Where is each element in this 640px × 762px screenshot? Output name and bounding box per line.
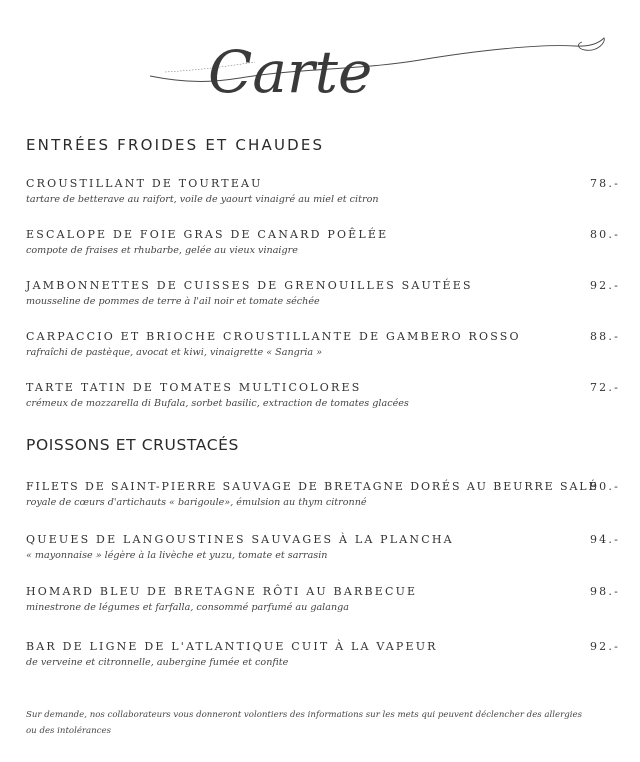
dish-price: 88.- [589,330,620,343]
dish-description: royale de cœurs d'artichauts « barigoule», émulsion au thym citronné [26,497,367,508]
menu-item [26,533,620,569]
dish-name: CARPACCIO ET BRIOCHE CROUSTILLANTE DE GAMBERO ROSSO [26,330,521,343]
header [0,0,640,130]
dish-name: CROUSTILLANT DE TOURTEAU [26,177,263,190]
menu-item [26,585,620,621]
dish-name: TARTE TATIN DE TOMATES MULTICOLORES [26,381,362,394]
dish-name: JAMBONNETTES DE CUISSES DE GRENOUILLES SAUTÉES [26,279,473,292]
section-title-poissons: POISSONS ET CRUSTACÉS [26,436,239,454]
menu-item [26,177,620,213]
dish-name: BAR DE LIGNE DE L'ATLANTIQUE CUIT À LA VAPEUR [26,640,438,653]
carte-title-logo [0,0,640,130]
dish-price: 92.- [589,640,620,653]
dish-price: 94.- [589,533,620,546]
dish-price: 78.- [589,177,620,190]
dish-description: crémeux de mozzarella di Bufala, sorbet basilic, extraction de tomates glacées [26,398,409,409]
dish-price: 92.- [589,279,620,292]
dish-name: ESCALOPE DE FOIE GRAS DE CANARD POÊLÉE [26,228,389,241]
menu-item [26,381,620,417]
menu-item [26,228,620,264]
menu-item [26,480,620,516]
dish-description: mousseline de pommes de terre à l'ail noir et tomate séchée [26,296,320,307]
dish-description: « mayonnaise » légère à la livèche et yuzu, tomate et sarrasin [26,550,328,561]
dish-price: 72.- [589,381,620,394]
menu-item [26,330,620,366]
menu-item [26,279,620,315]
dish-description: compote de fraises et rhubarbe, gelée au vieux vinaigre [26,245,298,256]
dish-description: minestrone de légumes et farfalla, consommé parfumé au galanga [26,602,350,613]
dish-description: tartare de betterave au raifort, voile de yaourt vinaigré au miel et citron [26,194,379,205]
dish-name: QUEUES DE LANGOUSTINES SAUVAGES À LA PLANCHA [26,533,454,546]
dish-description: rafraîchi de pastèque, avocat et kiwi, vinaigrette « Sangria » [26,347,323,358]
dish-price: 80.- [589,228,620,241]
section-title-entrees: ENTRÉES FROIDES ET CHAUDES [26,136,325,154]
allergy-footnote: Sur demande, nos collaborateurs vous donneront volontiers des informations sur les mets qui peuvent déclencher des allergies ou des intolérances [26,710,582,736]
dish-name: HOMARD BLEU DE BRETAGNE RÔTI AU BARBECUE [26,585,418,598]
dish-description: de verveine et citronnelle, aubergine fumée et confite [26,657,289,668]
dish-price: 90.- [589,480,620,493]
dish-price: 98.- [589,585,620,598]
carte-title: Carte [208,38,373,106]
dish-name: FILETS DE SAINT-PIERRE SAUVAGE DE BRETAGNE DORÉS AU BEURRE SALÉ [26,480,599,493]
menu-item [26,640,620,676]
